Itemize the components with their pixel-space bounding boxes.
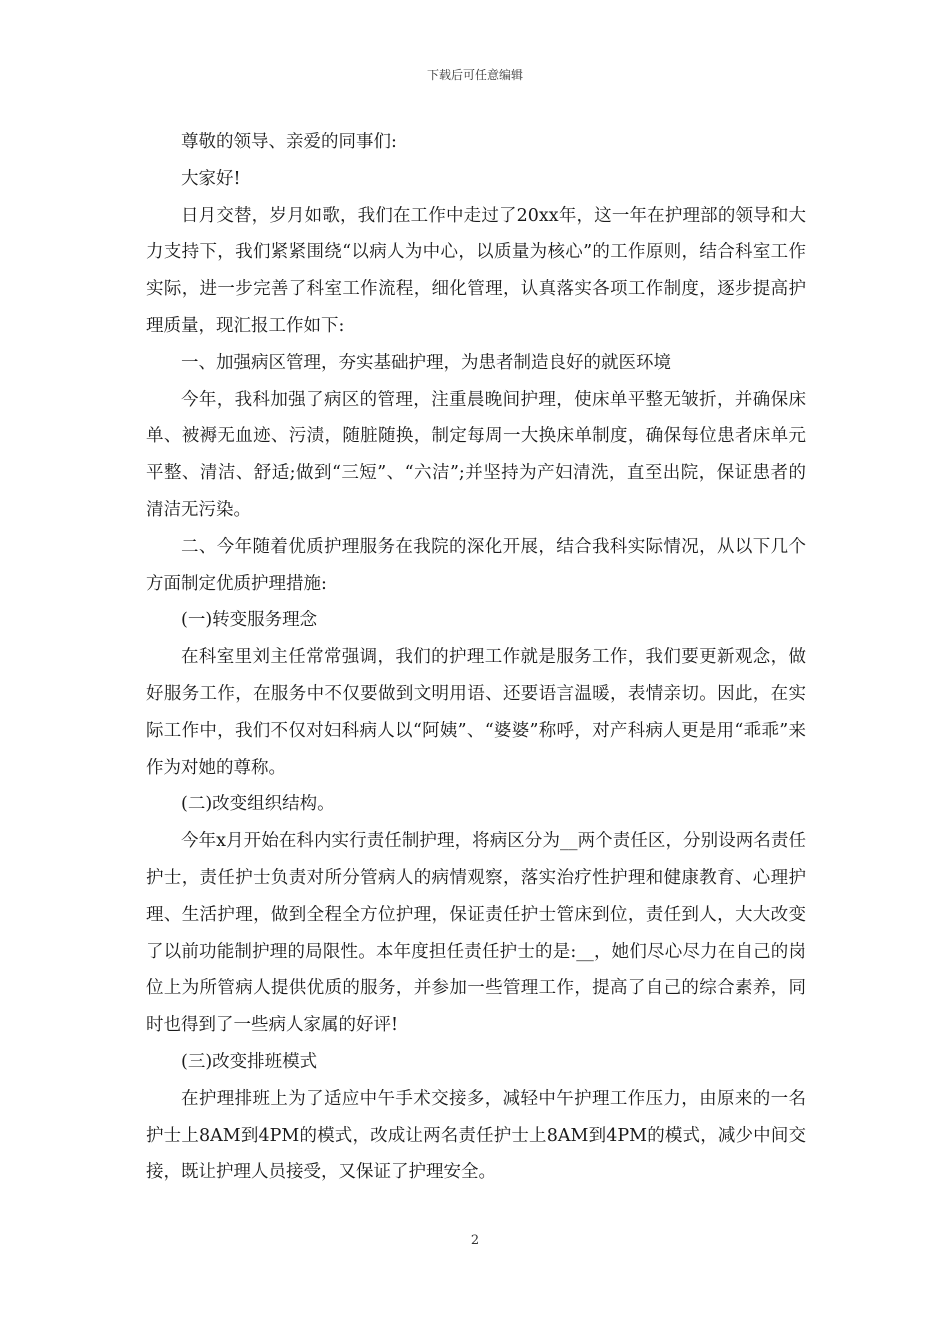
subsection-heading-2: (二)改变组织结构。 <box>181 794 335 815</box>
section-1-paragraph: 今年，我科加强了病区的管理，注重晨晚间护理，使床单平整无皱折，并确保床单、被褥无血迹、污渍，随脏随换，制定每周一大换床单制度，确保每位患者床单元平整、清洁、舒适;做到“三短”、“六洁”;并坚持为产妇清洗，直至出院，保证患者的清洁无污染。 <box>146 389 806 520</box>
subsection-1-paragraph: 在科室里刘主任常常强调，我们的护理工作就是服务工作，我们要更新观念，做好服务工作，在服务中不仅要做到文明用语、还要语言温暖，表情亲切。因此，在实际工作中，我们不仅对妇科病人以“阿姨”、“婆婆”称呼，对产科病人更是用“乖乖”来作为对她的尊称。 <box>146 647 806 778</box>
subsection-heading-3: (三)改变排班模式 <box>181 1051 318 1072</box>
greeting: 大家好! <box>181 168 241 189</box>
page-number: 2 <box>470 1233 480 1248</box>
subsection-heading-1: (一)转变服务理念 <box>181 610 318 631</box>
subsection-3-paragraph: 在护理排班上为了适应中午手术交接多，减轻中午护理工作压力，由原来的一名护士上8AM到4PM的模式，改成让两名责任护士上8AM到4PM的模式，减少中间交接，既让护理人员接受，又保证了护理安全。 <box>146 1088 806 1183</box>
section-heading-2: 二、今年随着优质护理服务在我院的深化开展，结合我科实际情况，从以下几个方面制定优质护理措施: <box>146 536 806 594</box>
document-body <box>146 124 806 1191</box>
section-heading-1: 一、加强病区管理，夯实基础护理，为患者制造良好的就医环境 <box>181 352 671 373</box>
page-header: 下载后可任意编辑 <box>426 68 523 82</box>
subsection-2-paragraph: 今年x月开始在科内实行责任制护理，将病区分为__两个责任区，分别设两名责任护士，责任护士负责对所分管病人的病情观察，落实治疗性护理和健康教育、心理护理、生活护理，做到全程全方位护理，保证责任护士管床到位，责任到人，大大改变了以前功能制护理的局限性。本年度担任责任护士的是:__，她们尽心尽力在自己的岗位上为所管病人提供优质的服务，并参加一些管理工作，提高了自己的综合素养，同时也得到了一些病人家属的好评! <box>146 831 806 1036</box>
intro-paragraph: 日月交替，岁月如歌，我们在工作中走过了20xx年，这一年在护理部的领导和大力支持下，我们紧紧围绕“以病人为中心，以质量为核心”的工作原则，结合科室工作实际，进一步完善了科室工作流程，细化管理，认真落实各项工作制度，逐步提高护理质量，现汇报工作如下: <box>146 205 806 336</box>
salutation: 尊敬的领导、亲爱的同事们: <box>181 132 397 152</box>
